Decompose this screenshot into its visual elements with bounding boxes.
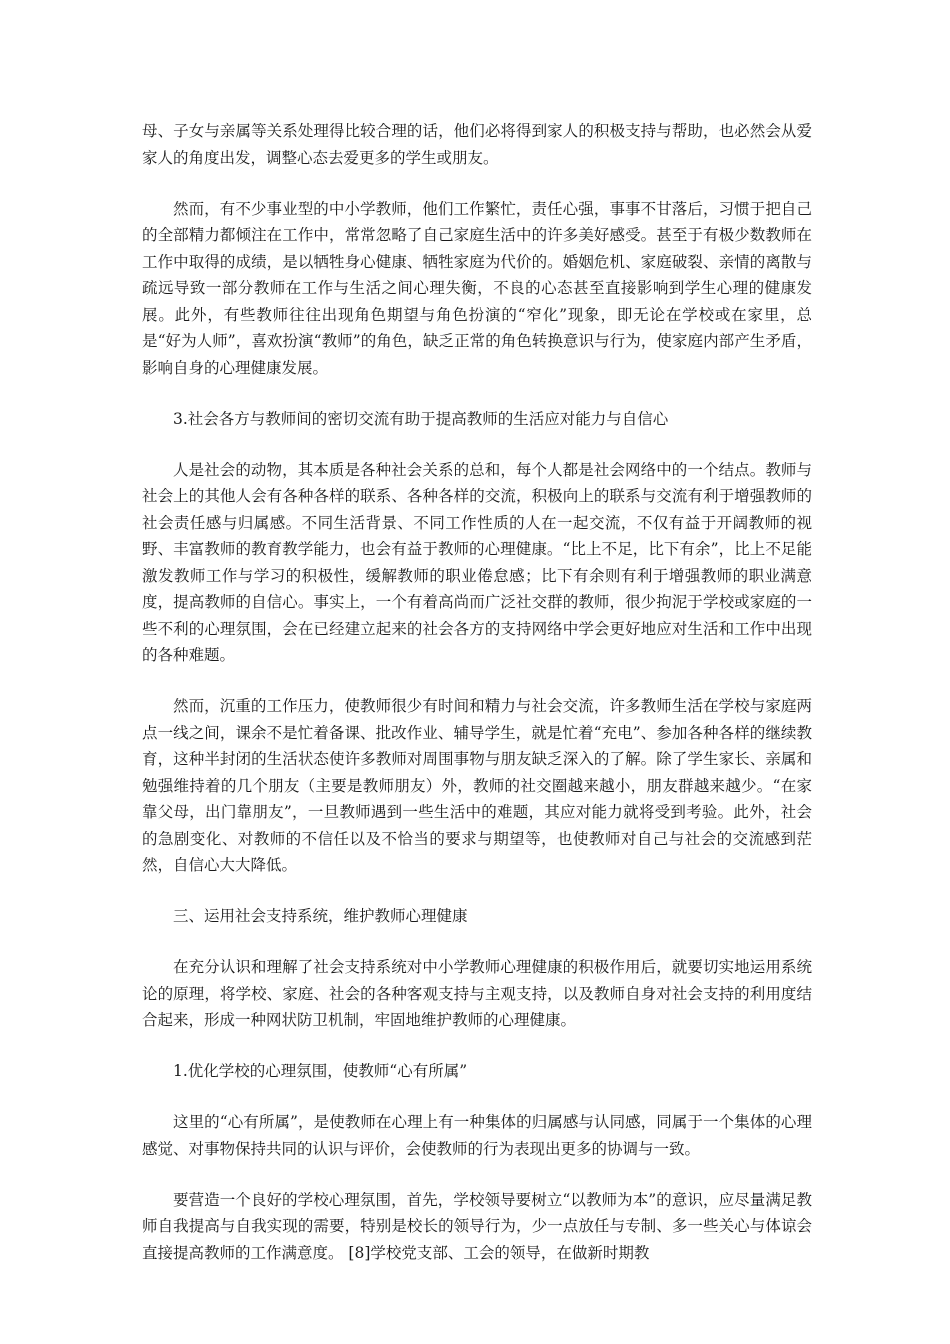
document-page (142, 118, 812, 1291)
section-heading-social-exchange: 3.社会各方与教师间的密切交流有助于提高教师的生活应对能力与自信心 (173, 409, 669, 428)
section-heading-school-climate: 1.优化学校的心理氛围，使教师“心有所属” (173, 1062, 468, 1080)
paragraph-family-support-continued: 母、子女与亲属等关系处理得比较合理的话，他们必将得到家人的积极支持与帮助，也必然会从爱家人的角度出发，调整心态去爱更多的学生或朋友。 (142, 122, 812, 167)
paragraph-work-family-imbalance: 然而，有不少事业型的中小学教师，他们工作繁忙，责任心强，事事不甘落后，习惯于把自己的全部精力都倾注在工作中，常常忽略了自己家庭生活中的许多美好感受。甚至于有极少数教师在工作中取得的成绩，是以牺牲身心健康、牺牲家庭为代价的。婚姻危机、家庭破裂、亲情的离散与疏远导致一部分教师在工作与生活之间心理失衡，不良的心态甚至直接影响到学生心理的健康发展。此外，有些教师往往出现角色期望与角色扮演的“窄化”现象，即无论在学校或在家里，总是“好为人师”，喜欢扮演“教师”的角色，缺乏正常的角色转换意识与行为，使家庭内部产生矛盾，影响自身的心理健康发展。 (142, 199, 812, 377)
section-heading-social-support-system: 三、运用社会支持系统，维护教师心理健康 (173, 907, 468, 925)
paragraph-school-leadership: 要营造一个良好的学校心理氛围，首先，学校领导要树立“以教师为本”的意识，应尽量满足教师自我提高与自我实现的需要，特别是校长的领导行为，少一点放任与专制、多一些关心与体谅会直接提高教师的工作满意度。 [8]学校党支部、工会的领导，在做新时期教 (142, 1190, 812, 1262)
paragraph-work-pressure: 然而，沉重的工作压力，使教师很少有时间和精力与社会交流，许多教师生活在学校与家庭两点一线之间，课余不是忙着备课、批改作业、辅导学生，就是忙着“充电”、参加各种各样的继续教育，这种半封闭的生活状态使许多教师对周围事物与朋友缺乏深入的了解。除了学生家长、亲属和勉强维持着的几个朋友（主要是教师朋友）外，教师的社交圈越来越小，朋友群越来越少。“在家靠父母，出门靠朋友”，一旦教师遇到一些生活中的难题，其应对能力就将受到考验。此外，社会的急剧变化、对教师的不信任以及不恰当的要求与期望等，也使教师对自己与社会的交流感到茫然，自信心大大降低。 (142, 697, 812, 874)
paragraph-social-relations: 人是社会的动物，其本质是各种社会关系的总和，每个人都是社会网络中的一个结点。教师与社会上的其他人会有各种各样的联系、各种各样的交流，积极向上的联系与交流有利于增强教师的社会责任感与归属感。不同生活背景、不同工作性质的人在一起交流，不仅有益于开阔教师的视野、丰富教师的教育教学能力，也会有益于教师的心理健康。“比上不足，比下有余”，比上不足能激发教师工作与学习的积极性，缓解教师的职业倦怠感；比下有余则有利于增强教师的职业满意度，提高教师的自信心。事实上，一个有着高尚而广泛社交群的教师，很少拘泥于学校或家庭的一些不利的心理氛围，会在已经建立起来的社会各方的支持网络中学会更好地应对生活和工作中出现的各种难题。 (142, 460, 812, 664)
paragraph-system-theory: 在充分认识和理解了社会支持系统对中小学教师心理健康的积极作用后，就要切实地运用系统论的原理，将学校、家庭、社会的各种客观支持与主观支持，以及教师自身对社会支持的利用度结合起来，形成一种网状防卫机制，牢固地维护教师的心理健康。 (142, 958, 812, 1029)
paragraph-sense-of-belonging: 这里的“心有所属”，是使教师在心理上有一种集体的归属感与认同感，同属于一个集体的心理感觉、对事物保持共同的认识与评价，会使教师的行为表现出更多的协调与一致。 (142, 1113, 812, 1158)
